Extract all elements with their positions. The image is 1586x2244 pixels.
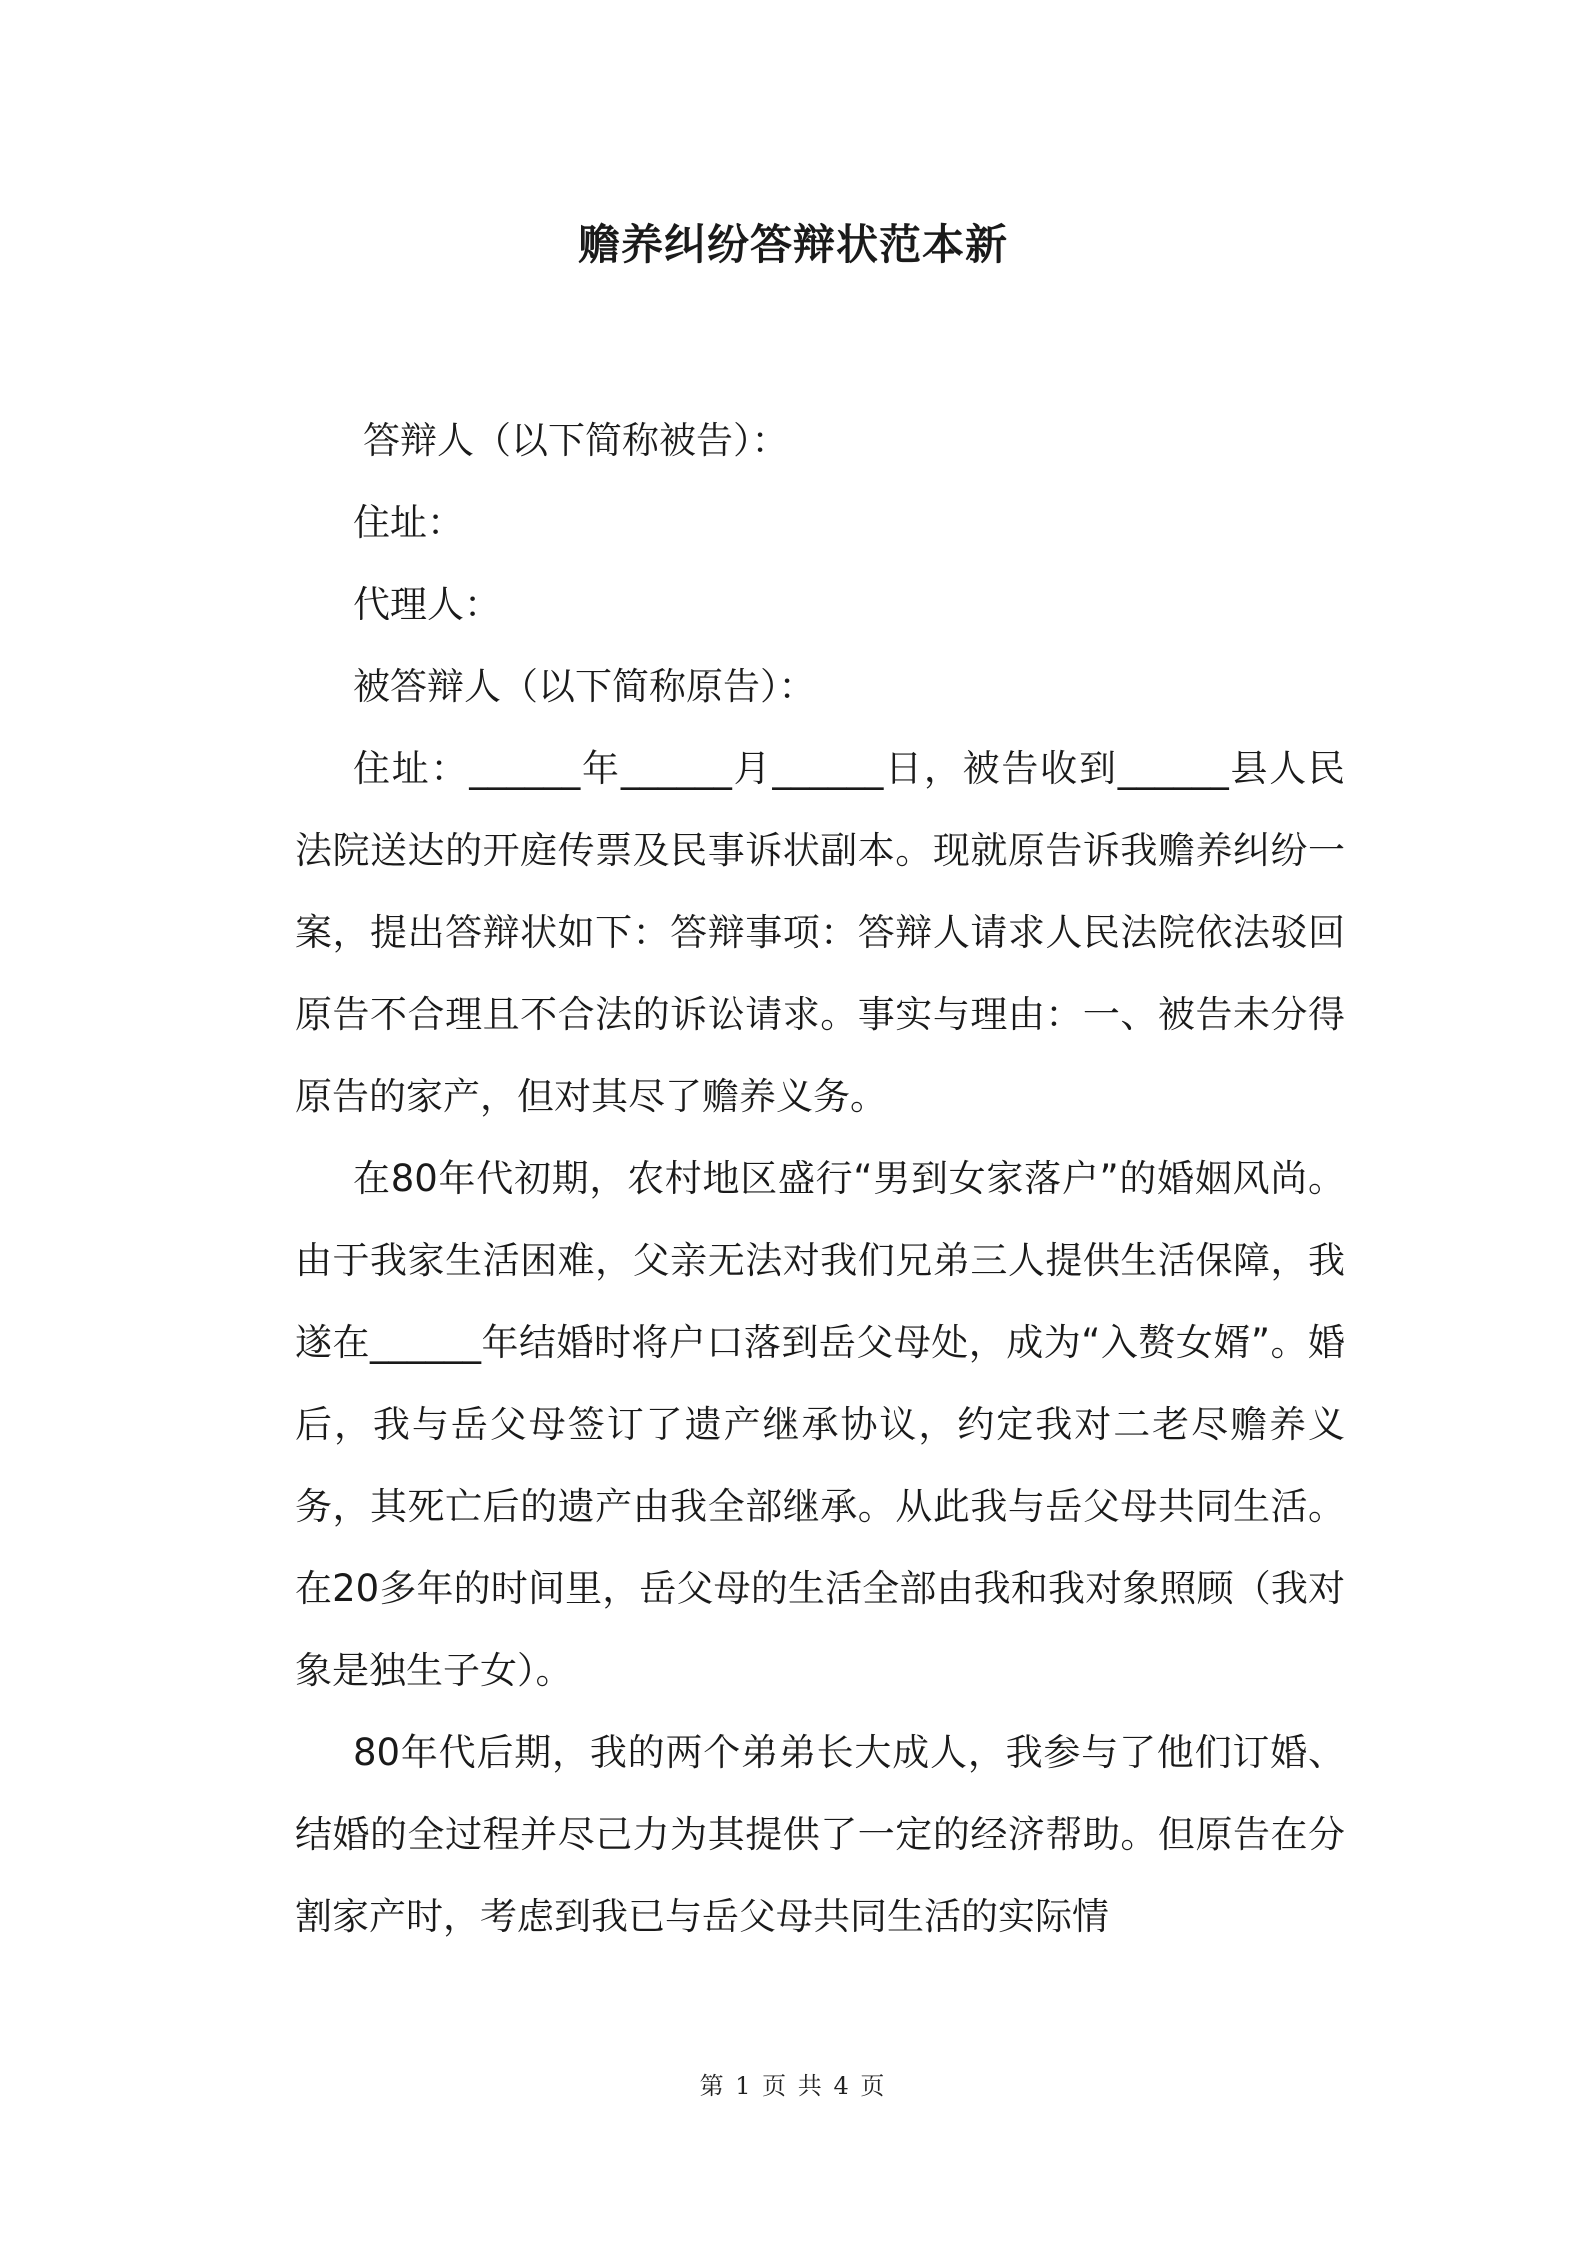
address-line: 住址： — [353, 501, 464, 544]
page-number-footer: 第 1 页 共 4 页 — [699, 2072, 887, 2100]
document-body — [295, 400, 1345, 1958]
agent-line: 代理人： — [353, 583, 501, 626]
plaintiff-line: 被答辩人（以下简称原告）： — [353, 665, 816, 708]
paragraph: 80年代后期，我的两个弟弟长大成人，我参与了他们订婚、结婚的全过程并尽己力为其提供了一定的经济帮助。但原告在分割家产时，考虑到我已与岳父母共同生活的实际情 — [295, 1731, 1345, 1938]
paragraph: 在80年代初期，农村地区盛行“男到女家落户”的婚姻风尚。由于我家生活困难，父亲无法对我们兄弟三人提供生活保障，我遂在______年结婚时将户口落到岳父母处，成为“入赘女婿”。婚后，我与岳父母签订了遗产继承协议，约定我对二老尽赡养义务，其死亡后的遗产由我全部继承。从此我与岳父母共同生活。在20多年的时间里，岳父母的生活全部由我和我对象照顾（我对象是独生子女）。 — [295, 1157, 1345, 1692]
paragraph: 住址：______年______月______日，被告收到______县人民法院送达的开庭传票及民事诉状副本。现就原告诉我赡养纠纷一案，提出答辩状如下：答辩事项：答辩人请求人民法院依法驳回原告不合理且不合法的诉讼请求。事实与理由：一、被告未分得原告的家产，但对其尽了赡养义务。 — [295, 747, 1345, 1118]
respondent-line: 答辩人（以下简称被告）： — [363, 419, 789, 462]
document-title: 赡养纠纷答辩状范本新 — [577, 220, 1008, 269]
